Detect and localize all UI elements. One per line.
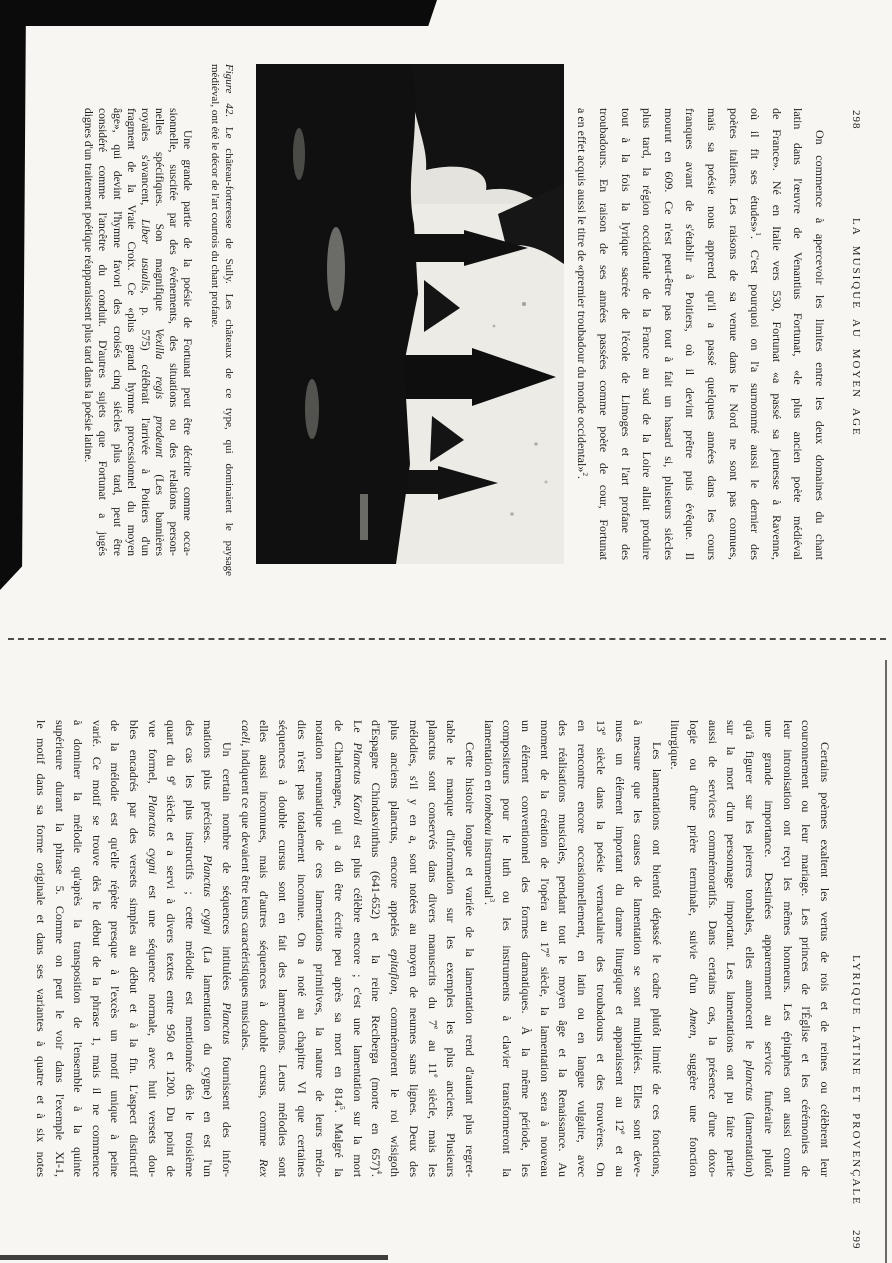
text-line: mais sa poésie nous apprend qu'il a passé quelques années dans les cours [705,108,720,560]
text-line: compositeurs pour le luth ou les instruments à clavier transformeront la [500,720,515,1177]
text-line: On commence à apercevoir les limites entre les deux domaines du chant [813,130,827,560]
text-line: Figure 42. Le château-forteresse de Sully. Les châteaux de ce type, qui dominaient le paysage [223,64,235,576]
scan-edge-left [0,0,26,590]
text-line: latin dans l'œuvre de Venantius Fortunat, «le plus ancien poète médiéval [791,108,806,560]
text-line: un élément conventionnel des formes dramatiques. À la même période, les [519,720,534,1177]
figure-42-photo [256,64,564,564]
text-line: plus tard, la région occidentale de la France au sud de la Loire allait produire [640,108,655,560]
text-line: planctus sont conservés dans divers manuscrits du 7e au 11e siècle, mais les [425,720,441,1177]
scan-edge-right [885,660,887,1263]
text-line: mations plus précises. Planctus cygni (La lamentation du cygne) en est l'un [201,720,216,1177]
text-line: troubadours. En raison de ses années passées comme poète de cour, Fortunat [597,108,612,560]
text-line: elles aussi inconnues, mais d'autres séquences à double cursus, comme Rex [257,720,272,1177]
text-line: franques avant de s'établir à Poitiers, où il devint prêtre puis évêque. Il [683,108,698,560]
chateau-sully-photo-illustration [256,64,564,564]
paragraph-lamentations-fonctions [479,720,666,1177]
text-line: dies n'est pas totalement inconnue. On a noté au chapitre VI que certaines [294,720,309,1177]
text-line: logie ou d'une prière terminale, suivie d'un Amen, suggère une fonction [687,720,702,1177]
text-line: mourut en 609. Ce n'est peut-être pas tout à fait un hasard si, plusieurs siècles [661,108,676,560]
text-line: a en effet acquis aussi le titre de «premier troubadour du monde occidental»$^2$. [575,108,591,480]
text-line: bles encadrés par des versets simples au début et à la fin. L'aspect distinctif [127,720,142,1177]
running-head-title-right: LYRIQUE LATINE ET PROVENÇALE [850,955,862,1206]
page-298 [28,28,888,640]
text-line: moment de la création de l'opéra au 17e siècle, la lamentation sera à nouveau [537,720,553,1177]
text-line: Le Planctus Karoli est plus célèbre encore ; c'est une lamentation sur la mort [350,720,365,1177]
text-line: quart du 9e siècle et a servi à divers textes entre 950 et 1200. Du point de [164,720,180,1177]
scan-edge-bottom [0,1255,388,1260]
paragraph-certains-poemes [666,720,834,1177]
text-line: royales s'avancent, Liber usualis, p. 575) célébrait l'arrivée à Poitiers d'un [138,108,151,556]
scan-edge-top [0,0,437,26]
figure-42-caption [208,64,236,576]
text-line: Cette histoire longue et variée de la lamentation rend d'autant plus regret- [463,742,477,1177]
text-line: d'Espagne Chindasvinthus (641-652) et la reine Reciberga (morte en 657)$^4$. [369,720,385,1177]
page-299-region [28,645,888,1263]
text-line: plus anciens planctus, encore appelés epitafion, commémorent le roi wisigoth [388,720,403,1177]
text-line: une grande importance. Destinées apparemment au service funéraire plutôt [761,720,776,1177]
text-line: poètes italiens. Les raisons de sa venue dans le Nord ne sont pas connues, [726,108,741,560]
text-line: notation neumatique de ces lamentations primitives, la nature de leurs mélo- [313,720,328,1177]
text-line: nues un élément important du drame liturgique et apparaissent au 12e et au [612,720,628,1177]
running-head-right [846,645,862,1263]
page-number-right: 299 [850,1230,862,1250]
paragraph-fortunat [571,108,830,560]
text-line: de France». Né en Italie vers 530, Fortunat «a passé sa jeunesse à Ravenne, [769,108,784,560]
text-line: fragment de la Vraie Croix. Ce «plus grand hymne processionnel du moyen [124,108,137,556]
paragraph-histoire-lamentation [236,720,479,1177]
paragraph-poesie-occasionnelle [81,108,194,556]
text-line: en rencontre encore occasionnellement, en latin ou en langue vulgaire, avec [575,720,590,1177]
text-line: aussi de services commémoratifs. Dans certains cas, la présence d'une doxo- [705,720,720,1177]
text-line: caeli, indiquent ce que devaient être leurs caractéristiques musicales. [238,720,253,1051]
text-line: vue formel, Planctus cygni est une séquence normale, avec huit versets dou- [145,720,160,1177]
text-line: liturgique. [668,720,683,770]
text-line: mélodies, s'il y en a, sont notées au moyen de neumes sans lignes. Deux des [406,720,421,1177]
text-line: table le manque d'information sur les exemples les plus anciens. Plusieurs [444,720,459,1177]
text-line: à dominer la mélodie qu'après la transposition de l'ensemble à la quinte [71,720,86,1177]
text-line: leur intronisation ont reçu les mêmes honneurs. Les épitaphes ont aussi connu [780,720,795,1177]
text-line: sionnelle, suscitée par des événements, des situations ou des relations person- [166,108,179,556]
text-line: de Charlemagne, qui a dû être écrite peu après sa mort en $814^5$. Malgré la [332,720,348,1177]
text-line: le motif dans sa forme originale et dans ses variantes à quatre et à six notes [34,720,49,1177]
page-number-left: 298 [850,110,862,130]
text-line: Les lamentations ont bientôt dépassé le cadre plutôt limité de ces fonctions, [650,742,664,1177]
page-298-region [28,28,888,640]
text-line: Un certain nombre de séquences intitulées Planctus fournissent des infor- [220,742,234,1177]
text-line: sur la mort d'un personnage important. Les lamentations ont pu faire partie [724,720,739,1177]
text-line: lamentation en tombeau instrumental$^3$. [481,720,497,906]
text-line: séquences à double cursus sont en fait des lamentations. Leurs mélodies sont [275,720,290,1177]
text-line: varié. Ce motif se trouve dès le début de la phrase 1, mais il ne commence [89,720,104,1177]
text-line: qu'à figurer sur les pierres tombales, elles annoncent le planctus (lamentation) [743,720,758,1177]
running-head-title-left: LA MUSIQUE AU MOYEN AGE [850,218,862,437]
text-line: 13e siècle dans la poésie vernaculaire des troubadours et des trouvères. On [593,720,609,1177]
text-line: âge», qui devint l'hymne favori des croisés cinq siècles plus tard, peut être [110,108,123,556]
text-line: couronnement ou leur mariage. Les princes de l'Église et les cérémonies de [799,720,814,1177]
text-line: considéré comme l'ancêtre du conduit. D'autres sujets que Fortunat a jugés [96,108,109,556]
text-line: où il fit ses études»$^1$. C'est pourquoi on l'a surnommé aussi le dernier des [748,108,764,560]
text-line: des réalisations musicales, pendant tout le moyen âge et la Renaissance. Au [556,720,571,1177]
paragraph-planctus-cygni [31,720,236,1177]
text-line: Une grande partie de la poésie de Fortunat peut être décrite comme occa- [181,130,193,556]
running-head-left [846,28,862,640]
text-line: dignes d'un traitement poétique réapparaissent plus tard dans la poésie latine. [82,108,95,463]
text-line: nelles spécifiques. Son magnifique Vexilla regis prodeunt (Les bannières [152,108,165,556]
text-line: supérieure durant la phrase 5. Comme on peut le voir dans l'exemple XI-1, [52,720,67,1177]
text-line: des cas les plus instructifs ; cette mélodie est mentionnée dès le troisième [182,720,197,1177]
page-299 [28,645,888,1263]
text-line: tout à la fois la lyrique sacrée de l'école de Limoges et l'art profane des [618,108,633,560]
text-line: Certains poèmes exaltent les vertus de rois et de reines ou célèbrent leur [818,742,832,1177]
text-line: médiéval, ont été le décor de l'art courtois du chant profane. [209,64,221,328]
text-line: à mesure que les causes de lamentation se sont multipliées. Elles sont deve- [631,720,646,1177]
text-line: de la mélodie est qu'elle répète presque à l'excès un motif unique à peine [108,720,123,1177]
